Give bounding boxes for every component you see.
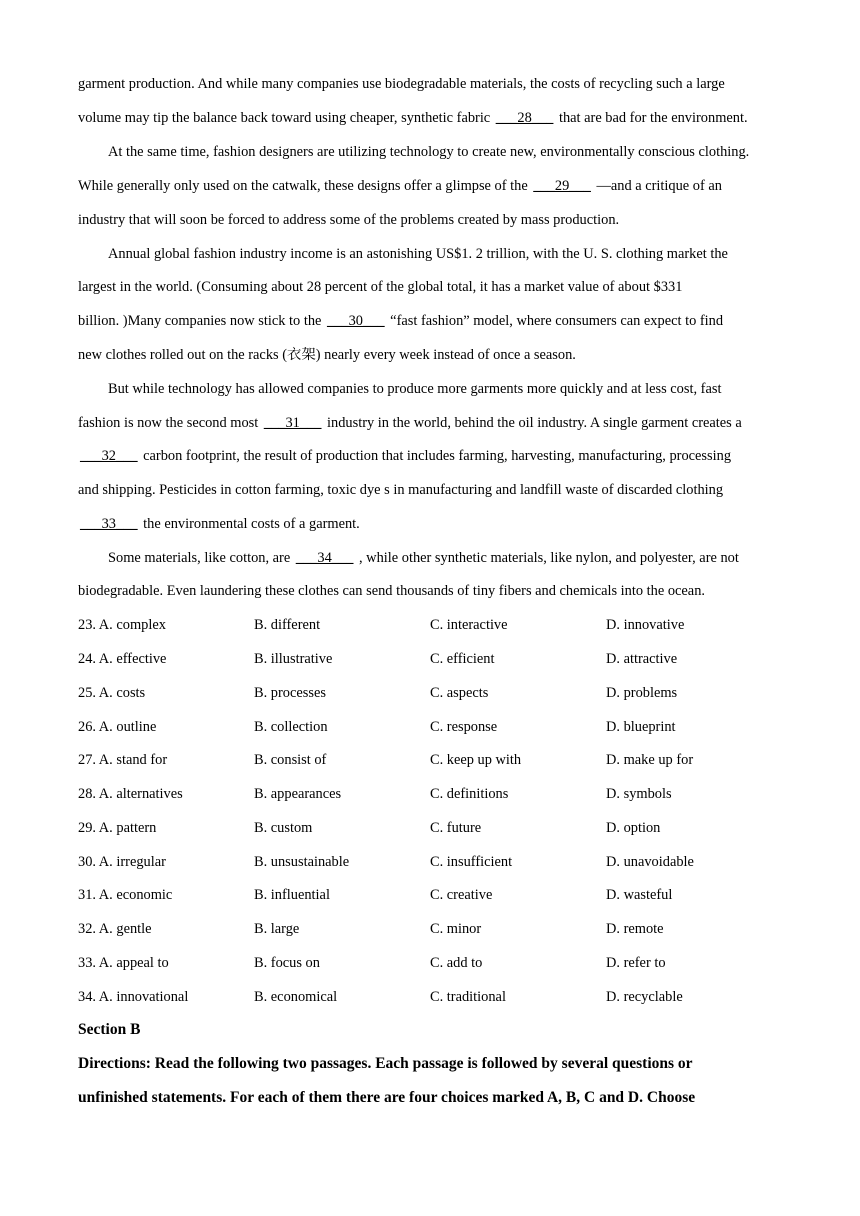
option-a: 33. A. appeal to (78, 955, 169, 971)
option-c: C. minor (430, 921, 482, 937)
option-b: B. appearances (254, 786, 342, 802)
option-c: C. response (430, 719, 498, 735)
option-c: C. aspects (430, 685, 489, 701)
passage-line: billion. )Many companies now stick to the ___30___ “fast fashion” model, where consumers can expect to find (78, 313, 724, 329)
passage-line: fashion is now the second most ___31___ industry in the world, behind the oil industry. A single garment creates a (78, 415, 742, 431)
option-d: D. recyclable (606, 989, 683, 1005)
option-d: D. problems (606, 685, 678, 701)
option-b: B. focus on (254, 955, 320, 971)
passage-line: garment production. And while many companies use biodegradable materials, the costs of recycling such a large (78, 76, 725, 92)
option-d: D. remote (606, 921, 664, 937)
option-a: 27. A. stand for (78, 752, 168, 768)
blank-32: ___32___ (80, 448, 138, 464)
option-b: B. consist of (254, 752, 327, 768)
passage-line: biodegradable. Even laundering these clothes can send thousands of tiny fibers and chemicals into the ocean. (78, 583, 705, 599)
option-b: B. influential (254, 887, 330, 903)
option-b: B. large (254, 921, 300, 937)
option-c: C. add to (430, 955, 483, 971)
blank-31: ___31___ (263, 415, 322, 431)
option-b: B. custom (254, 820, 313, 836)
option-d: D. unavoidable (606, 854, 694, 870)
option-a: 32. A. gentle (78, 921, 152, 937)
option-a: 28. A. alternatives (78, 786, 183, 802)
option-d: D. attractive (606, 651, 678, 667)
option-b: B. economical (254, 989, 338, 1005)
option-a: 31. A. economic (78, 887, 173, 903)
option-a: 29. A. pattern (78, 820, 157, 836)
option-c: C. creative (430, 887, 493, 903)
option-a: 34. A. innovational (78, 989, 189, 1005)
option-b: B. unsustainable (254, 854, 350, 870)
blank-29: ___29___ (533, 178, 591, 194)
passage-line: industry that will soon be forced to address some of the problems created by mass production. (78, 212, 620, 228)
section-heading: Section B (78, 1021, 141, 1038)
passage-line: While generally only used on the catwalk, these designs offer a glimpse of the ___29___ —and a critique of an (78, 178, 722, 194)
option-d: D. blueprint (606, 719, 676, 735)
option-c: C. insufficient (430, 854, 513, 870)
passage-line: new clothes rolled out on the racks (衣架) nearly every week instead of once a season. (78, 347, 576, 363)
passage-line: At the same time, fashion designers are utilizing technology to create new, environmentally conscious clothing. (108, 144, 750, 160)
option-d: D. make up for (606, 752, 694, 768)
option-a: 24. A. effective (78, 651, 167, 667)
option-b: B. illustrative (254, 651, 333, 667)
option-d: D. refer to (606, 955, 666, 971)
option-c: C. traditional (430, 989, 506, 1005)
blank-34: ___34___ (295, 550, 354, 566)
passage-line: and shipping. Pesticides in cotton farming, toxic dye s in manufacturing and landfill waste of discarded clothing (78, 482, 724, 498)
blank-28: ___28___ (495, 110, 554, 126)
option-b: B. processes (254, 685, 326, 701)
blank-33: ___33___ (80, 516, 138, 532)
option-b: B. different (254, 617, 321, 633)
option-a: 30. A. irregular (78, 854, 166, 870)
option-c: C. efficient (430, 651, 495, 667)
option-a: 23. A. complex (78, 617, 166, 633)
option-b: B. collection (254, 719, 328, 735)
option-d: D. wasteful (606, 887, 673, 903)
passage-line: largest in the world. (Consuming about 28 percent of the global total, it has a market value of about $331 (78, 279, 683, 295)
directions-line: Directions: Read the following two passages. Each passage is followed by several questions or (78, 1055, 693, 1072)
option-d: D. option (606, 820, 661, 836)
option-c: C. future (430, 820, 482, 836)
passage-line: Some materials, like cotton, are ___34___ , while other synthetic materials, like nylon, and polyester, are not (108, 550, 739, 566)
option-d: D. symbols (606, 786, 672, 802)
option-c: C. keep up with (430, 752, 522, 768)
directions-line: unfinished statements. For each of them there are four choices marked A, B, C and D. Choose (78, 1089, 696, 1106)
option-c: C. definitions (430, 786, 509, 802)
option-c: C. interactive (430, 617, 508, 633)
passage-line: ___32___ carbon footprint, the result of production that includes farming, harvesting, manufacturing, processing (80, 448, 732, 464)
option-a: 26. A. outline (78, 719, 157, 735)
passage-line: Annual global fashion industry income is an astonishing US$1. 2 trillion, with the U. S. clothing market the (108, 246, 728, 262)
option-a: 25. A. costs (78, 685, 146, 701)
passage-line: But while technology has allowed companies to produce more garments more quickly and at less cost, fast (108, 381, 722, 397)
blank-30: ___30___ (327, 313, 385, 329)
option-d: D. innovative (606, 617, 685, 633)
passage-line: ___33___ the environmental costs of a garment. (80, 516, 360, 532)
passage-line: volume may tip the balance back toward using cheaper, synthetic fabric ___28___ that are bad for the environment. (78, 110, 748, 126)
